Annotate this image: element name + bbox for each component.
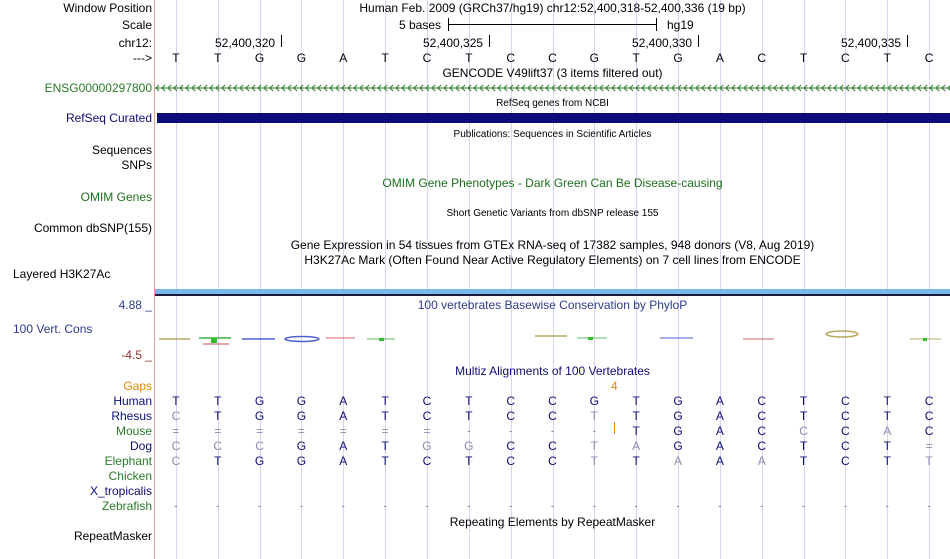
alignment-base: -: [467, 426, 471, 436]
alignment-base: C: [506, 439, 515, 453]
alignment-base: T: [590, 454, 598, 468]
alignment-base: -: [802, 501, 806, 511]
h3k27ac-label[interactable]: Layered H3K27Ac: [13, 267, 111, 281]
alignment-base: T: [632, 454, 640, 468]
species-label[interactable]: X_tropicalis: [89, 484, 152, 498]
reference-base: C: [548, 51, 557, 65]
alignment-base: G: [296, 439, 307, 453]
alignment-base: C: [548, 394, 557, 408]
dbsnp-label[interactable]: Common dbSNP(155): [33, 221, 152, 235]
reference-base: T: [632, 51, 640, 65]
alignment-base: T: [799, 439, 808, 453]
alignment-base: T: [381, 454, 389, 468]
refseq-label[interactable]: RefSeq Curated: [65, 111, 152, 125]
alignment-base: G: [254, 409, 265, 423]
alignment-base: C: [841, 439, 850, 453]
alignment-base: A: [339, 439, 348, 453]
alignment-base: -: [927, 501, 931, 511]
alignment-base: C: [757, 409, 767, 423]
alignment-base: C: [841, 394, 850, 408]
alignment-base: C: [171, 439, 181, 453]
alignment-base: G: [296, 409, 307, 423]
coord-tick-label-4: 52,400,335: [841, 36, 902, 50]
alignment-base: A: [883, 424, 892, 438]
scale-assembly: hg19: [667, 18, 694, 32]
alignment-base: G: [254, 454, 265, 468]
alignment-base: C: [255, 439, 264, 453]
coord-tick-2: [489, 35, 490, 47]
alignment-base: -: [676, 501, 680, 511]
alignment-base: T: [632, 409, 640, 423]
alignment-base: T: [883, 454, 891, 468]
alignment-base: A: [715, 454, 724, 468]
alignment-base: =: [214, 424, 222, 438]
alignment-base: T: [883, 409, 891, 423]
window-position-value: Human Feb. 2009 (GRCh37/hg19) chr12:52,400,318-52,400,336 (19 bp): [359, 1, 746, 15]
alignment-base: C: [757, 394, 767, 408]
alignment-base: C: [841, 454, 850, 468]
alignment-base: C: [422, 409, 432, 423]
alignment-base: -: [383, 501, 387, 511]
alignment-base: A: [715, 394, 724, 408]
reference-base: A: [715, 51, 724, 65]
coord-tick-4: [907, 35, 908, 47]
alignment-base: T: [214, 454, 222, 468]
publications-track-title[interactable]: Publications: Sequences in Scientific Articles: [453, 129, 652, 140]
reference-base: T: [214, 51, 222, 65]
phylop-label[interactable]: 100 Vert. Cons: [13, 322, 93, 336]
sequences-label[interactable]: Sequences: [91, 143, 152, 157]
scale-bar-left-tick: [448, 18, 449, 31]
gap-count: 4: [611, 379, 618, 393]
alignment-base: A: [715, 424, 724, 438]
alignment-base: T: [381, 394, 389, 408]
alignment-base: =: [423, 424, 431, 438]
alignment-base: T: [590, 439, 598, 453]
alignment-base: G: [254, 394, 265, 408]
coord-tick-3: [698, 35, 699, 47]
alignment-base: C: [924, 409, 934, 423]
species-label[interactable]: Elephant: [104, 454, 152, 468]
repeatmasker-label[interactable]: RepeatMasker: [73, 529, 152, 543]
alignment-base: T: [465, 454, 473, 468]
reference-base: G: [673, 51, 683, 65]
alignment-base: -: [551, 426, 554, 436]
alignment-base: T: [381, 439, 389, 453]
scale-label: Scale: [121, 18, 152, 32]
alignment-base: C: [924, 394, 934, 408]
alignment-base: =: [297, 424, 305, 438]
alignment-base: T: [214, 409, 222, 423]
coord-tick-label-2: 52,400,325: [423, 36, 484, 50]
species-label[interactable]: Human: [113, 394, 152, 408]
reference-base: T: [883, 51, 891, 65]
reference-base: C: [506, 51, 515, 65]
alignment-base: -: [174, 501, 178, 511]
gtex-track-title[interactable]: Gene Expression in 54 tissues from GTEx RNA-seq of 17382 samples, 948 donors (V8, Aug 2019): [290, 238, 815, 252]
alignment-base: C: [548, 409, 557, 423]
reference-base: G: [296, 51, 307, 65]
mouse-insertion-marker: [614, 422, 615, 434]
alignment-base: =: [256, 424, 264, 438]
alignment-base: A: [757, 454, 766, 468]
reference-base: G: [589, 51, 599, 65]
alignment-base: -: [425, 501, 429, 511]
h3k27ac-track-title[interactable]: H3K27Ac Mark (Often Found Near Active Regulatory Elements) on 7 cell lines from ENCODE: [304, 253, 801, 267]
alignment-base: -: [885, 501, 889, 511]
scale-bar: [448, 24, 656, 25]
alignment-base: C: [506, 454, 515, 468]
chrom-label: chr12:: [118, 36, 152, 50]
reference-base: T: [465, 51, 473, 65]
alignment-base: T: [632, 394, 640, 408]
alignment-base: -: [718, 501, 722, 511]
alignment-base: T: [632, 424, 640, 438]
reference-base: T: [799, 51, 808, 65]
alignment-base: G: [296, 394, 307, 408]
alignment-base: -: [299, 501, 303, 511]
alignment-base: A: [715, 409, 724, 423]
reference-base: T: [381, 51, 389, 65]
alignment-base: T: [465, 394, 473, 408]
species-label[interactable]: Dog: [129, 439, 152, 453]
reference-base: C: [841, 51, 850, 65]
alignment-base: -: [634, 501, 638, 511]
alignment-base: C: [924, 424, 934, 438]
alignment-base: G: [296, 454, 307, 468]
alignment-base: -: [258, 501, 262, 511]
alignment-base: C: [757, 439, 767, 453]
alignment-base: C: [506, 394, 515, 408]
alignment-base: T: [172, 394, 180, 408]
species-label[interactable]: Rhesus: [111, 409, 152, 423]
reference-base: C: [757, 51, 767, 65]
alignment-base: =: [381, 424, 389, 438]
alignment-base: =: [925, 439, 933, 453]
alignment-base: T: [465, 409, 473, 423]
alignment-base: G: [673, 424, 683, 438]
alignment-base: T: [799, 409, 808, 423]
alignment-base: G: [464, 439, 474, 453]
species-label[interactable]: Chicken: [108, 469, 152, 483]
phylop-max-value: 4.88 _: [118, 298, 152, 312]
species-label[interactable]: Zebrafish: [101, 499, 152, 513]
coord-tick-label-3: 52,400,330: [632, 36, 693, 50]
reference-sequence[interactable]: [0, 51, 950, 66]
gencode-gene-label[interactable]: ENSG00000297800: [44, 81, 152, 95]
alignment-base: T: [214, 394, 222, 408]
refseq-gene-feature[interactable]: [157, 113, 950, 123]
coord-tick-1: [281, 35, 282, 47]
alignment-base: -: [216, 501, 220, 511]
species-label[interactable]: Mouse: [115, 424, 152, 438]
alignment-base: -: [467, 501, 471, 511]
alignment-base: G: [589, 394, 599, 408]
alignment-base: C: [799, 424, 808, 438]
alignment-base: A: [674, 454, 683, 468]
dbsnp-track-title[interactable]: Short Genetic Variants from dbSNP release 155: [446, 208, 659, 219]
scale-value: 5 bases: [399, 18, 442, 32]
alignment-base: A: [632, 439, 641, 453]
alignment-base: T: [590, 409, 598, 423]
refseq-track-title[interactable]: RefSeq genes from NCBI: [496, 98, 609, 109]
alignment-base: C: [841, 424, 850, 438]
reference-base: T: [172, 51, 180, 65]
window-position-label: Window Position: [63, 1, 152, 15]
phylop-conservation-plot[interactable]: [155, 326, 950, 350]
alignment-base: G: [673, 394, 683, 408]
alignment-base: T: [799, 394, 808, 408]
phylop-track-title[interactable]: 100 vertebrates Basewise Conservation by PhyloP: [417, 298, 688, 312]
alignment-base: C: [841, 409, 850, 423]
alignment-base: -: [592, 501, 596, 511]
alignment-base: -: [341, 501, 345, 511]
strand-label: --->: [133, 51, 152, 65]
alignment-base: C: [548, 439, 557, 453]
alignment-base: -: [551, 501, 554, 511]
alignment-base: C: [171, 454, 181, 468]
alignment-base: -: [760, 501, 764, 511]
alignment-base: A: [339, 454, 348, 468]
snps-label[interactable]: SNPs: [121, 158, 152, 172]
alignment-base: A: [339, 394, 348, 408]
alignment-base: T: [381, 409, 389, 423]
alignment-base: -: [843, 501, 847, 511]
coord-tick-label-1: 52,400,320: [215, 36, 276, 50]
alignment-base: C: [422, 454, 432, 468]
alignment-base: C: [213, 439, 223, 453]
repeatmasker-track-title[interactable]: Repeating Elements by RepeatMasker: [449, 515, 656, 529]
multiz-track-title[interactable]: Multiz Alignments of 100 Vertebrates: [455, 364, 650, 378]
omim-track-title[interactable]: OMIM Gene Phenotypes - Dark Green Can Be Disease-causing: [382, 176, 723, 190]
reference-base: C: [924, 51, 934, 65]
alignment-base: C: [422, 394, 432, 408]
reference-base: C: [422, 51, 432, 65]
reference-base: G: [254, 51, 265, 65]
alignment-base: T: [925, 454, 933, 468]
alignment-base: T: [883, 439, 891, 453]
scale-bar-right-tick: [656, 18, 657, 31]
alignment-base: T: [799, 454, 808, 468]
reference-base: A: [339, 51, 348, 65]
phylop-min-value: -4.5 _: [121, 348, 152, 362]
gencode-track-title[interactable]: GENCODE V49lift37 (3 items filtered out): [442, 66, 663, 80]
alignment-base: -: [592, 426, 596, 436]
gencode-gene-feature[interactable]: [155, 82, 950, 94]
h3k27ac-signal-baseline: [155, 294, 950, 296]
alignment-base: -: [509, 501, 513, 511]
alignment-base: =: [339, 424, 347, 438]
alignment-base: =: [172, 424, 180, 438]
alignment-base: A: [339, 409, 348, 423]
alignment-base: C: [506, 409, 515, 423]
gaps-label[interactable]: Gaps: [123, 379, 152, 393]
alignment-base: C: [757, 424, 767, 438]
alignment-base: G: [673, 439, 683, 453]
alignment-base: C: [548, 454, 557, 468]
alignment-base: A: [715, 439, 724, 453]
omim-label[interactable]: OMIM Genes: [80, 190, 152, 204]
alignment-base: C: [171, 409, 181, 423]
alignment-base: -: [509, 426, 513, 436]
alignment-base: T: [883, 394, 891, 408]
alignment-base: G: [422, 439, 432, 453]
alignment-base: G: [673, 409, 683, 423]
